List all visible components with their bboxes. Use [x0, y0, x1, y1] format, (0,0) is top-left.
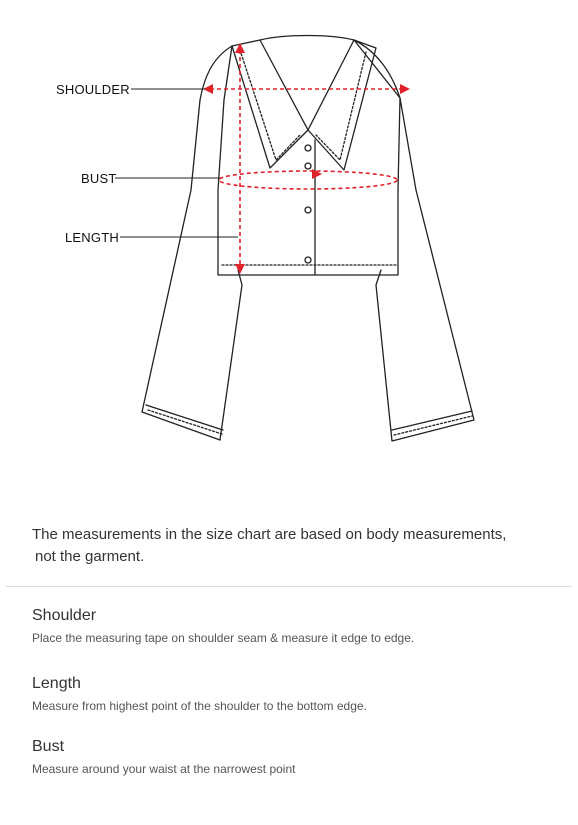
button [305, 163, 311, 169]
guide-item-bust [32, 737, 552, 777]
button [305, 207, 311, 213]
bust-measure-loop [219, 171, 397, 189]
measurement-note-line2: not the garment. [35, 548, 145, 565]
measurement-note [32, 524, 552, 568]
bust-callout-label: BUST [81, 171, 117, 186]
left-sleeve [142, 46, 242, 440]
button [305, 145, 311, 151]
shoulder-callout-label: SHOULDER [56, 82, 130, 97]
button [305, 257, 311, 263]
measurement-note-line1: The measurements in the size chart are based on body measurements, [32, 526, 507, 543]
guide-item-description: Measure from highest point of the shoulder to the bottom edge. [32, 699, 367, 713]
body [218, 40, 400, 275]
guide-item-title: Length [32, 675, 81, 692]
shoulder-arrow-right [400, 84, 410, 94]
guide-item-description: Place the measuring tape on shoulder seam & measure it edge to edge. [32, 631, 415, 645]
guide-item-description: Measure around your waist at the narrowest point [32, 762, 296, 776]
guide-item-shoulder [32, 606, 552, 646]
length-arrow-bottom [235, 264, 245, 274]
divider [6, 586, 572, 587]
guide-item-length [32, 674, 552, 714]
guide-item-title: Bust [32, 738, 65, 755]
length-callout-label: LENGTH [65, 230, 119, 245]
neck-back [260, 36, 354, 41]
guide-item-title: Shoulder [32, 607, 97, 624]
right-cuff [392, 411, 472, 430]
right-sleeve [354, 40, 474, 441]
